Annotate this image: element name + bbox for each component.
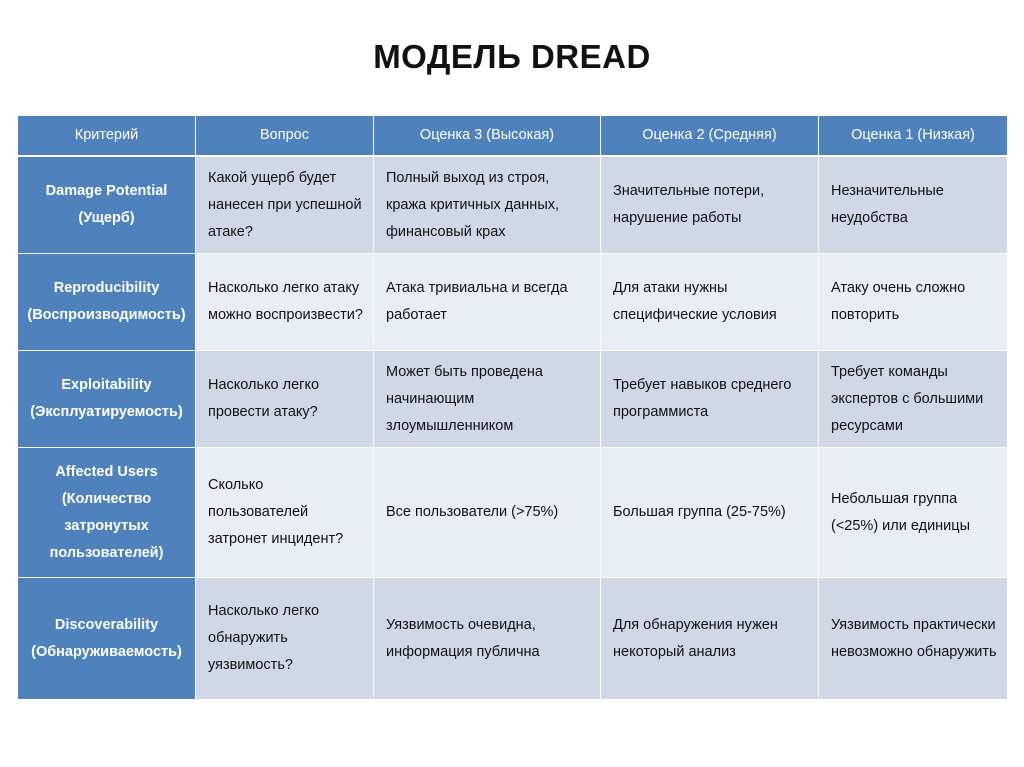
row-question: Насколько легко обнаружить уязвимость? bbox=[196, 578, 374, 700]
row-score-high: Все пользователи (>75%) bbox=[374, 448, 601, 578]
row-score-low: Незначительные неудобства bbox=[819, 157, 1007, 254]
table-row bbox=[18, 254, 1007, 351]
criterion-text: Discoverability (Обнаруживаемость) bbox=[31, 616, 182, 660]
row-score-medium: Требует навыков среднего программиста bbox=[601, 351, 819, 448]
table-row bbox=[18, 578, 1007, 700]
table-row bbox=[18, 448, 1007, 578]
slide-title: МОДЕЛЬ DREAD bbox=[373, 38, 651, 75]
table-row bbox=[18, 351, 1007, 448]
row-question: Насколько легко атаку можно воспроизвести? bbox=[196, 254, 374, 351]
row-score-high: Может быть проведена начинающим злоумышленником bbox=[374, 351, 601, 448]
row-criterion bbox=[18, 448, 196, 578]
row-score-high: Атака тривиальна и всегда работает bbox=[374, 254, 601, 351]
header-score-medium: Оценка 2 (Средняя) bbox=[601, 116, 819, 157]
row-score-low: Уязвимость практически невозможно обнаружить bbox=[819, 578, 1007, 700]
criterion-text: Reproducibility (Воспроизводимость) bbox=[27, 280, 186, 323]
criterion-text: Affected Users (Количество затронутых пользователей) bbox=[49, 463, 164, 561]
row-score-high: Уязвимость очевидна, информация публична bbox=[374, 578, 601, 700]
row-score-medium: Значительные потери, нарушение работы bbox=[601, 157, 819, 254]
header-score-low: Оценка 1 (Низкая) bbox=[819, 116, 1007, 157]
header-row bbox=[18, 116, 1007, 157]
row-criterion bbox=[18, 254, 196, 351]
header-question: Вопрос bbox=[196, 116, 374, 157]
row-score-medium: Для атаки нужны специфические условия bbox=[601, 254, 819, 351]
row-score-medium: Для обнаружения нужен некоторый анализ bbox=[601, 578, 819, 700]
row-score-low: Атаку очень сложно повторить bbox=[819, 254, 1007, 351]
dread-table bbox=[18, 116, 1007, 700]
table-row bbox=[18, 157, 1007, 254]
row-question: Насколько легко провести атаку? bbox=[196, 351, 374, 448]
row-criterion bbox=[18, 578, 196, 700]
criterion-text: Damage Potential (Ущерб) bbox=[45, 183, 168, 226]
row-score-medium: Большая группа (25-75%) bbox=[601, 448, 819, 578]
row-question: Какой ущерб будет нанесен при успешной атаке? bbox=[196, 157, 374, 254]
row-criterion bbox=[18, 351, 196, 448]
criterion-text: Exploitability (Эксплуатируемость) bbox=[30, 377, 183, 420]
row-score-high: Полный выход из строя, кража критичных данных, финансовый крах bbox=[374, 157, 601, 254]
row-criterion bbox=[18, 157, 196, 254]
row-score-low: Требует команды экспертов с большими ресурсами bbox=[819, 351, 1007, 448]
row-question: Сколько пользователей затронет инцидент? bbox=[196, 448, 374, 578]
header-score-high: Оценка 3 (Высокая) bbox=[374, 116, 601, 157]
row-score-low: Небольшая группа (<25%) или единицы bbox=[819, 448, 1007, 578]
header-criterion: Критерий bbox=[18, 116, 196, 157]
